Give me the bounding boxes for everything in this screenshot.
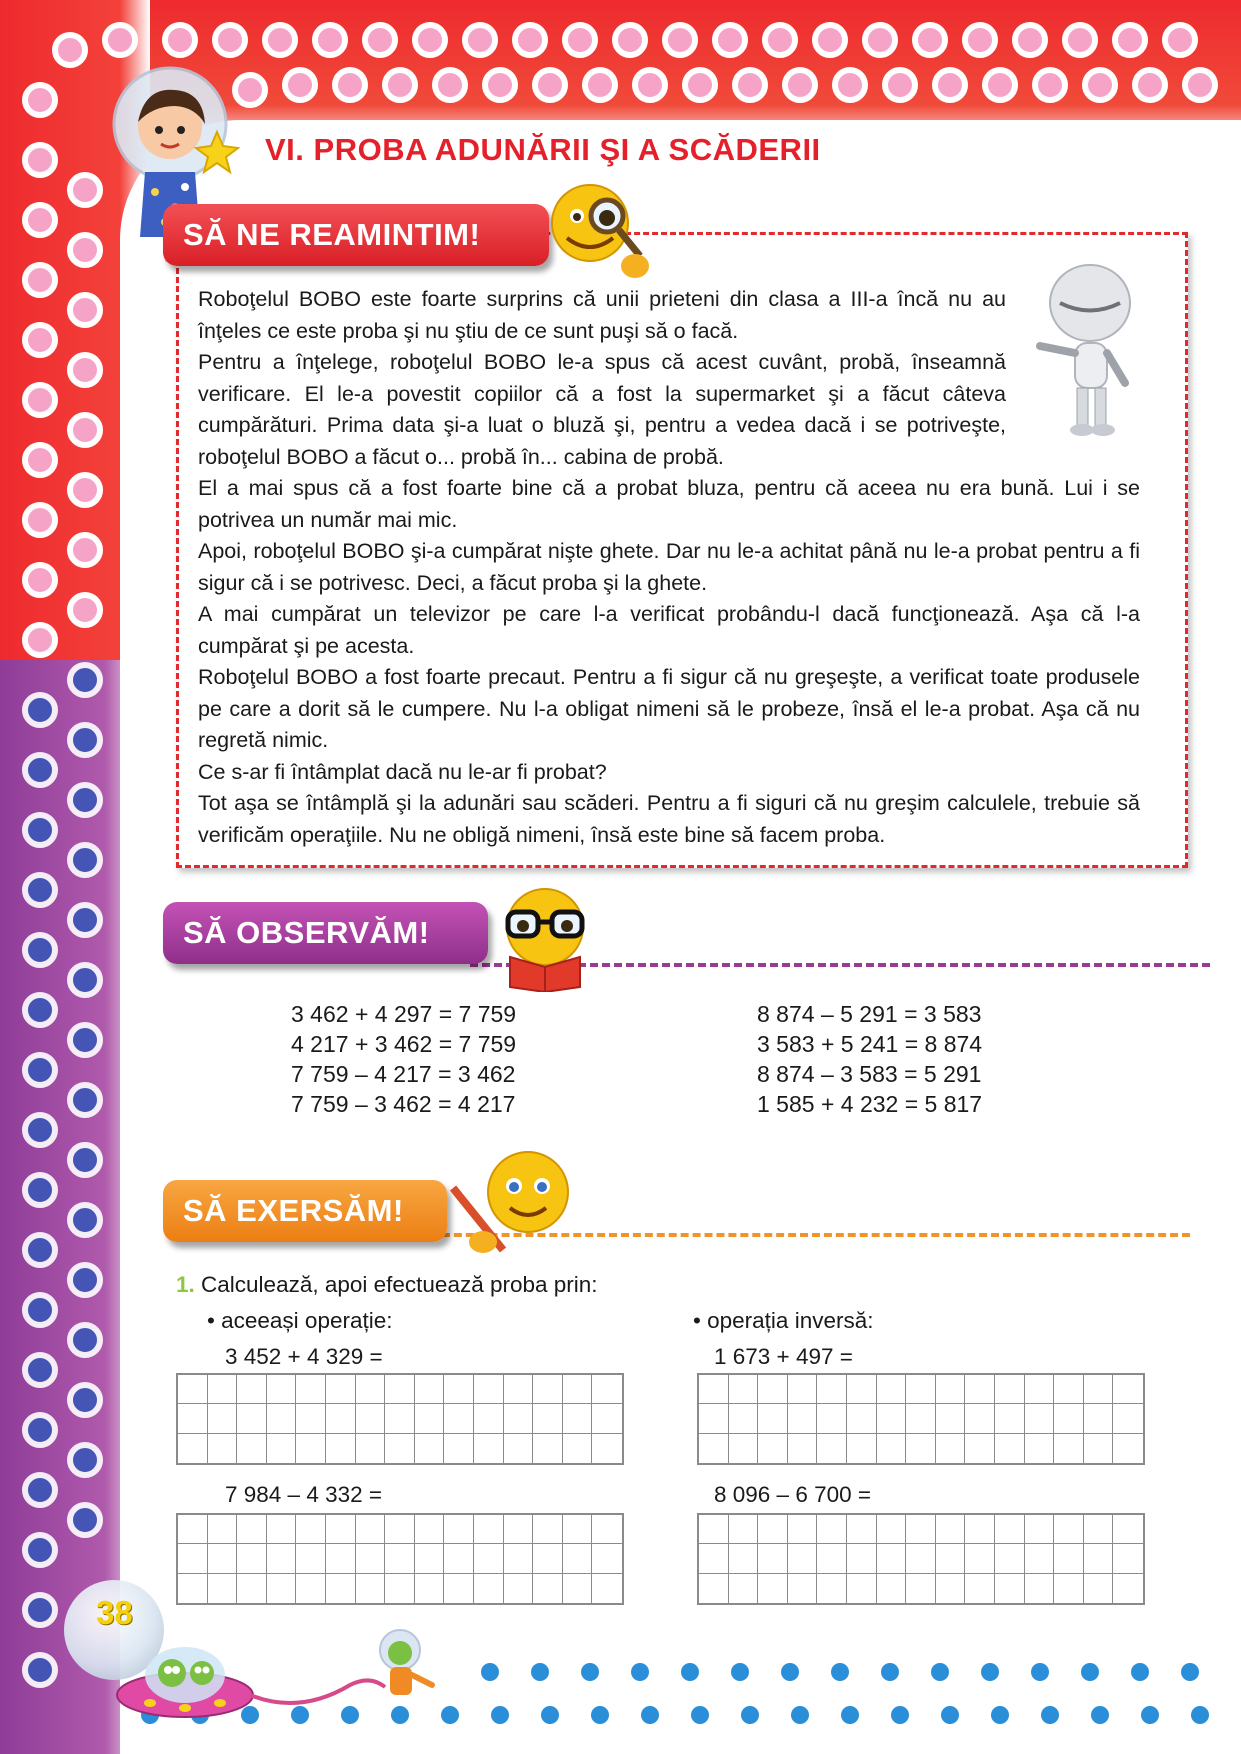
grid-cell[interactable] bbox=[356, 1404, 386, 1433]
grid-cell[interactable] bbox=[296, 1544, 326, 1573]
grid-cell[interactable] bbox=[474, 1434, 504, 1463]
grid-cell[interactable] bbox=[936, 1375, 966, 1404]
grid-cell[interactable] bbox=[385, 1515, 415, 1544]
grid-cell[interactable] bbox=[178, 1574, 208, 1603]
exercise-text: Calculează, apoi efectuează proba prin: bbox=[201, 1272, 598, 1297]
grid-cell[interactable] bbox=[208, 1515, 238, 1544]
grid-cell[interactable] bbox=[326, 1574, 356, 1603]
grid-cell[interactable] bbox=[563, 1574, 593, 1603]
grid-cell[interactable] bbox=[877, 1375, 907, 1404]
grid-cell[interactable] bbox=[415, 1434, 445, 1463]
story-paragraph: Pentru a înţelege, roboţelul BOBO le-a spus că acest cuvânt, probă, înseamnă verificare. El le-a povestit copiilor că a fost la supermarket şi a făcut câteva cumpărături. Prima data şi-a luat o bluză şi, pentru a vedea dacă i se potriveşte, roboţelul BOBO a făcut o... probă în... cabina de probă. bbox=[198, 350, 1006, 469]
grid-cell[interactable] bbox=[592, 1404, 622, 1433]
grid-cell[interactable] bbox=[415, 1574, 445, 1603]
observam-left-equations bbox=[291, 999, 516, 1119]
grid-cell[interactable] bbox=[1025, 1574, 1055, 1603]
grid-cell[interactable] bbox=[847, 1544, 877, 1573]
story-paragraph: Ce s-ar fi întâmplat dacă nu le-ar fi probat? bbox=[198, 759, 607, 784]
exercise-number: 1. bbox=[176, 1272, 195, 1297]
story-paragraph: Roboţelul BOBO a fost foarte precaut. Pentru a fi sigur că nu greşeşte, a verificat toate produsele pe care a dorit să le cumpere. Nu l-a obligat nimeni să le probeze, însă el le-a probat. Aşa că nu regretă nimic. bbox=[198, 665, 1140, 752]
grid-cell[interactable] bbox=[1084, 1404, 1114, 1433]
grid-cell[interactable] bbox=[817, 1434, 847, 1463]
grid-cell[interactable] bbox=[1025, 1544, 1055, 1573]
grid-cell[interactable] bbox=[936, 1515, 966, 1544]
grid-cell[interactable] bbox=[504, 1544, 534, 1573]
grid-cell[interactable] bbox=[936, 1544, 966, 1573]
exercise-1-title bbox=[176, 1272, 598, 1298]
grid-cell[interactable] bbox=[208, 1434, 238, 1463]
grid-cell[interactable] bbox=[444, 1404, 474, 1433]
grid-cell[interactable] bbox=[877, 1434, 907, 1463]
grid-cell[interactable] bbox=[444, 1434, 474, 1463]
grid-cell[interactable] bbox=[326, 1434, 356, 1463]
grid-cell[interactable] bbox=[237, 1544, 267, 1573]
grid-cell[interactable] bbox=[504, 1375, 534, 1404]
grid-cell[interactable] bbox=[1054, 1544, 1084, 1573]
grid-cell[interactable] bbox=[965, 1434, 995, 1463]
grid-cell[interactable] bbox=[758, 1544, 788, 1573]
grid-cell[interactable] bbox=[995, 1434, 1025, 1463]
reading-emoji-icon bbox=[490, 882, 600, 992]
grid-cell[interactable] bbox=[965, 1574, 995, 1603]
grid-cell[interactable] bbox=[474, 1404, 504, 1433]
grid-cell[interactable] bbox=[788, 1375, 818, 1404]
grid-cell[interactable] bbox=[385, 1544, 415, 1573]
grid-cell[interactable] bbox=[385, 1574, 415, 1603]
grid-cell[interactable] bbox=[533, 1375, 563, 1404]
grid-cell[interactable] bbox=[699, 1544, 729, 1573]
grid-cell[interactable] bbox=[563, 1375, 593, 1404]
grid-cell[interactable] bbox=[788, 1544, 818, 1573]
equation: 1 585 + 4 232 = 5 817 bbox=[757, 1091, 983, 1117]
pencil-emoji-icon bbox=[448, 1150, 583, 1260]
answer-grid[interactable] bbox=[697, 1373, 1145, 1465]
answer-grid[interactable] bbox=[176, 1513, 624, 1605]
magnifier-emoji-icon bbox=[545, 178, 660, 283]
grid-cell[interactable] bbox=[788, 1434, 818, 1463]
grid-cell[interactable] bbox=[385, 1434, 415, 1463]
grid-cell[interactable] bbox=[995, 1404, 1025, 1433]
grid-cell[interactable] bbox=[1084, 1515, 1114, 1544]
grid-cell[interactable] bbox=[533, 1434, 563, 1463]
story-paragraph: Tot aşa se întâmplă şi la adunări sau scăderi. Pentru a fi siguri că nu greşim calculele, trebuie să verificăm operaţiile. Nu ne obligă nimeni, însă este bine să facem proba. bbox=[198, 791, 1140, 847]
grid-cell[interactable] bbox=[965, 1404, 995, 1433]
grid-cell[interactable] bbox=[592, 1574, 622, 1603]
grid-cell[interactable] bbox=[356, 1574, 386, 1603]
grid-cell[interactable] bbox=[415, 1404, 445, 1433]
grid-cell[interactable] bbox=[1025, 1375, 1055, 1404]
grid-cell[interactable] bbox=[1054, 1515, 1084, 1544]
grid-cell[interactable] bbox=[415, 1544, 445, 1573]
grid-cell[interactable] bbox=[1025, 1404, 1055, 1433]
grid-cell[interactable] bbox=[533, 1404, 563, 1433]
grid-cell[interactable] bbox=[326, 1515, 356, 1544]
grid-cell[interactable] bbox=[1054, 1434, 1084, 1463]
grid-cell[interactable] bbox=[877, 1544, 907, 1573]
grid-cell[interactable] bbox=[995, 1544, 1025, 1573]
grid-cell[interactable] bbox=[729, 1515, 759, 1544]
grid-cell[interactable] bbox=[474, 1574, 504, 1603]
grid-cell[interactable] bbox=[504, 1574, 534, 1603]
equation: 3 462 + 4 297 = 7 759 bbox=[291, 1001, 517, 1027]
grid-cell[interactable] bbox=[906, 1404, 936, 1433]
grid-cell[interactable] bbox=[906, 1544, 936, 1573]
grid-cell[interactable] bbox=[474, 1544, 504, 1573]
grid-cell[interactable] bbox=[877, 1574, 907, 1603]
grid-cell[interactable] bbox=[237, 1434, 267, 1463]
grid-cell[interactable] bbox=[847, 1404, 877, 1433]
grid-cell[interactable] bbox=[877, 1515, 907, 1544]
grid-cell[interactable] bbox=[356, 1544, 386, 1573]
story-paragraph: El a mai spus că a fost foarte bine că a probat bluza, pentru că aceea nu era bună. Lui i se potrivea un număr mai mic. bbox=[198, 476, 1140, 532]
equation: 4 217 + 3 462 = 7 759 bbox=[291, 1031, 517, 1057]
grid-cell[interactable] bbox=[267, 1375, 297, 1404]
grid-cell[interactable] bbox=[296, 1515, 326, 1544]
grid-cell[interactable] bbox=[936, 1434, 966, 1463]
grid-cell[interactable] bbox=[267, 1404, 297, 1433]
grid-cell[interactable] bbox=[995, 1515, 1025, 1544]
grid-cell[interactable] bbox=[965, 1515, 995, 1544]
grid-cell[interactable] bbox=[1025, 1515, 1055, 1544]
grid-cell[interactable] bbox=[847, 1434, 877, 1463]
answer-grid[interactable] bbox=[176, 1373, 624, 1465]
grid-cell[interactable] bbox=[906, 1515, 936, 1544]
grid-cell[interactable] bbox=[729, 1544, 759, 1573]
grid-cell[interactable] bbox=[906, 1574, 936, 1603]
grid-cell[interactable] bbox=[208, 1574, 238, 1603]
grid-cell[interactable] bbox=[936, 1574, 966, 1603]
story-paragraph: A mai cumpărat un televizor pe care l-a verificat probându-l dacă funcţionează. Aşa că l-a cumpărat şi pe acesta. bbox=[198, 602, 1140, 658]
grid-cell[interactable] bbox=[208, 1404, 238, 1433]
grid-cell[interactable] bbox=[504, 1434, 534, 1463]
grid-cell[interactable] bbox=[237, 1375, 267, 1404]
grid-cell[interactable] bbox=[1054, 1574, 1084, 1603]
equation: 7 759 – 3 462 = 4 217 bbox=[291, 1091, 516, 1117]
grid-cell[interactable] bbox=[592, 1434, 622, 1463]
grid-cell[interactable] bbox=[208, 1375, 238, 1404]
grid-cell[interactable] bbox=[563, 1515, 593, 1544]
story-paragraph: Apoi, roboţelul BOBO şi-a cumpărat nişte ghete. Dar nu le-a achitat până nu le-a probat pentru a fi sigur că i se potrivesc. Deci, a făcut proba şi la ghete. bbox=[198, 539, 1140, 595]
grid-cell[interactable] bbox=[817, 1574, 847, 1603]
equation: 8 874 – 5 291 = 3 583 bbox=[757, 1001, 982, 1027]
grid-cell[interactable] bbox=[178, 1404, 208, 1433]
grid-cell[interactable] bbox=[444, 1375, 474, 1404]
grid-cell[interactable] bbox=[995, 1574, 1025, 1603]
grid-cell[interactable] bbox=[699, 1515, 729, 1544]
grid-cell[interactable] bbox=[788, 1404, 818, 1433]
grid-cell[interactable] bbox=[178, 1544, 208, 1573]
grid-cell[interactable] bbox=[563, 1434, 593, 1463]
equation: 7 759 – 4 217 = 3 462 bbox=[291, 1061, 516, 1087]
grid-cell[interactable] bbox=[1113, 1515, 1143, 1544]
grid-cell[interactable] bbox=[592, 1515, 622, 1544]
grid-cell[interactable] bbox=[415, 1375, 445, 1404]
grid-cell[interactable] bbox=[296, 1404, 326, 1433]
grid-cell[interactable] bbox=[444, 1544, 474, 1573]
grid-cell[interactable] bbox=[729, 1434, 759, 1463]
bullet-same-operation: • aceeași operație: bbox=[207, 1308, 393, 1333]
task-equation: 3 452 + 4 329 = bbox=[225, 1344, 383, 1369]
grid-cell[interactable] bbox=[729, 1375, 759, 1404]
grid-cell[interactable] bbox=[178, 1375, 208, 1404]
equation: 8 874 – 3 583 = 5 291 bbox=[757, 1061, 982, 1087]
grid-cell[interactable] bbox=[1113, 1434, 1143, 1463]
grid-cell[interactable] bbox=[237, 1404, 267, 1433]
grid-cell[interactable] bbox=[1054, 1375, 1084, 1404]
grid-cell[interactable] bbox=[533, 1574, 563, 1603]
grid-cell[interactable] bbox=[817, 1544, 847, 1573]
grid-cell[interactable] bbox=[699, 1404, 729, 1433]
observam-banner: SĂ OBSERVĂM! bbox=[163, 902, 488, 964]
grid-cell[interactable] bbox=[296, 1574, 326, 1603]
grid-cell[interactable] bbox=[729, 1404, 759, 1433]
grid-cell[interactable] bbox=[758, 1515, 788, 1544]
grid-cell[interactable] bbox=[847, 1375, 877, 1404]
alien-spaceship-illustration bbox=[110, 1615, 450, 1740]
grid-cell[interactable] bbox=[592, 1544, 622, 1573]
reamintim-banner: SĂ NE REAMINTIM! bbox=[163, 204, 549, 266]
equation: 3 583 + 5 241 = 8 874 bbox=[757, 1031, 983, 1057]
reamintim-story bbox=[198, 284, 1140, 851]
grid-cell[interactable] bbox=[847, 1515, 877, 1544]
grid-cell[interactable] bbox=[817, 1375, 847, 1404]
grid-cell[interactable] bbox=[356, 1515, 386, 1544]
answer-grid[interactable] bbox=[697, 1513, 1145, 1605]
grid-cell[interactable] bbox=[906, 1434, 936, 1463]
grid-cell[interactable] bbox=[758, 1434, 788, 1463]
grid-cell[interactable] bbox=[1084, 1544, 1114, 1573]
grid-cell[interactable] bbox=[178, 1515, 208, 1544]
grid-cell[interactable] bbox=[817, 1515, 847, 1544]
task-equation: 8 096 – 6 700 = bbox=[714, 1482, 872, 1507]
grid-cell[interactable] bbox=[296, 1375, 326, 1404]
grid-cell[interactable] bbox=[267, 1574, 297, 1603]
grid-cell[interactable] bbox=[1084, 1574, 1114, 1603]
grid-cell[interactable] bbox=[178, 1434, 208, 1463]
grid-cell[interactable] bbox=[1084, 1434, 1114, 1463]
grid-cell[interactable] bbox=[326, 1404, 356, 1433]
grid-cell[interactable] bbox=[847, 1574, 877, 1603]
grid-cell[interactable] bbox=[817, 1404, 847, 1433]
grid-cell[interactable] bbox=[699, 1574, 729, 1603]
grid-cell[interactable] bbox=[563, 1544, 593, 1573]
grid-cell[interactable] bbox=[208, 1544, 238, 1573]
grid-cell[interactable] bbox=[965, 1375, 995, 1404]
grid-cell[interactable] bbox=[237, 1574, 267, 1603]
grid-cell[interactable] bbox=[444, 1515, 474, 1544]
grid-cell[interactable] bbox=[699, 1375, 729, 1404]
grid-cell[interactable] bbox=[267, 1434, 297, 1463]
grid-cell[interactable] bbox=[356, 1434, 386, 1463]
grid-cell[interactable] bbox=[1113, 1544, 1143, 1573]
grid-cell[interactable] bbox=[415, 1515, 445, 1544]
story-paragraph: Roboţelul BOBO este foarte surprins că unii prieteni din clasa a III-a încă nu au înţeles ce este proba şi nu ştiu de ce sunt puşi să o facă. bbox=[198, 287, 1006, 343]
grid-cell[interactable] bbox=[906, 1375, 936, 1404]
task-equation: 7 984 – 4 332 = bbox=[225, 1482, 383, 1507]
grid-cell[interactable] bbox=[699, 1434, 729, 1463]
page-number: 38 bbox=[96, 1594, 133, 1631]
grid-cell[interactable] bbox=[296, 1434, 326, 1463]
observam-right-equations bbox=[757, 999, 982, 1119]
grid-cell[interactable] bbox=[1113, 1574, 1143, 1603]
grid-cell[interactable] bbox=[1054, 1404, 1084, 1433]
grid-cell[interactable] bbox=[356, 1375, 386, 1404]
grid-cell[interactable] bbox=[504, 1515, 534, 1544]
grid-cell[interactable] bbox=[385, 1404, 415, 1433]
grid-cell[interactable] bbox=[267, 1544, 297, 1573]
grid-cell[interactable] bbox=[237, 1515, 267, 1544]
grid-cell[interactable] bbox=[729, 1574, 759, 1603]
grid-cell[interactable] bbox=[965, 1544, 995, 1573]
grid-cell[interactable] bbox=[877, 1404, 907, 1433]
grid-cell[interactable] bbox=[936, 1404, 966, 1433]
bullet-inverse-operation: • operația inversă: bbox=[693, 1308, 874, 1333]
grid-cell[interactable] bbox=[474, 1515, 504, 1544]
task-equation: 1 673 + 497 = bbox=[714, 1344, 853, 1369]
grid-cell[interactable] bbox=[267, 1515, 297, 1544]
grid-cell[interactable] bbox=[444, 1574, 474, 1603]
grid-cell[interactable] bbox=[533, 1544, 563, 1573]
grid-cell[interactable] bbox=[788, 1515, 818, 1544]
exersam-banner: SĂ EXERSĂM! bbox=[163, 1180, 447, 1242]
grid-cell[interactable] bbox=[1113, 1404, 1143, 1433]
grid-cell[interactable] bbox=[504, 1404, 534, 1433]
page-title: VI. PROBA ADUNĂRII ŞI A SCĂDERII bbox=[265, 132, 821, 167]
grid-cell[interactable] bbox=[533, 1515, 563, 1544]
grid-cell[interactable] bbox=[326, 1375, 356, 1404]
grid-cell[interactable] bbox=[326, 1544, 356, 1573]
grid-cell[interactable] bbox=[758, 1574, 788, 1603]
grid-cell[interactable] bbox=[1025, 1434, 1055, 1463]
grid-cell[interactable] bbox=[788, 1574, 818, 1603]
grid-cell[interactable] bbox=[995, 1375, 1025, 1404]
grid-cell[interactable] bbox=[385, 1375, 415, 1404]
grid-cell[interactable] bbox=[1113, 1375, 1143, 1404]
grid-cell[interactable] bbox=[758, 1375, 788, 1404]
grid-cell[interactable] bbox=[563, 1404, 593, 1433]
grid-cell[interactable] bbox=[1084, 1375, 1114, 1404]
grid-cell[interactable] bbox=[758, 1404, 788, 1433]
grid-cell[interactable] bbox=[592, 1375, 622, 1404]
grid-cell[interactable] bbox=[474, 1375, 504, 1404]
